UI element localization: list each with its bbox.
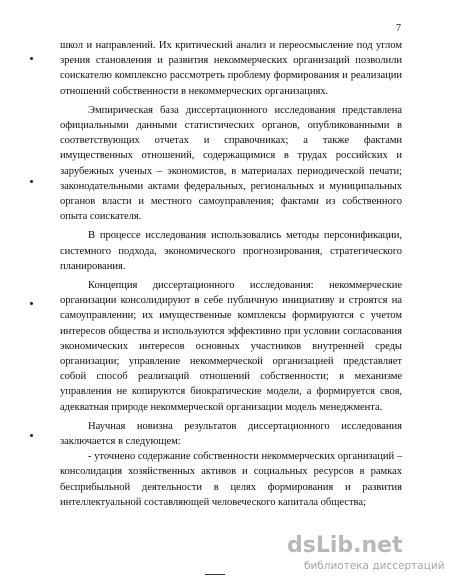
margin-mark bbox=[30, 57, 33, 60]
watermark-caption: библиотека диссертаций bbox=[304, 560, 445, 572]
paragraph-concept: Концепция диссертационного исследования: некоммерческие организации консолидируют в себе публичную инициативу и строятся на самоуправлении; их имущественные комплексы формируются с учетом интересов общества и используются эффективно при условии согласования экономических интересов основных участников внутренней среды организации; управление некоммерческой организацией представляет собой способ реализаций отношений собственности; в механизме управления не копируются биократические модели, а формируется своя, адекватная природе некоммерческой организации модель менеджмента. bbox=[60, 280, 402, 413]
page-number: 7 bbox=[396, 23, 401, 34]
paragraph-novelty-item-1: - уточнено содержание собственности некоммерческих организаций – консолидация хозяйственных активов и социальных ресурсов в рамках бесприбыльной деятельности в целях формирования и развития интеллектуальной составляющей человеческого капитала общества; bbox=[60, 451, 402, 508]
paragraph-empirical-base: Эмпирическая база диссертационного исследования представлена официальными данными статистических органов, опубликованными в соответствующих отчетах и справочниках; а также фактами имущественных отношений, содержащимися в трудах российских и зарубежных ученых – экономистов, в материалах периодической печати; законодательными актами федеральных, региональных и муниципальных органов власти и местного самоуправления; фактами из собственного опыта соискателя. bbox=[60, 104, 402, 223]
watermark bbox=[287, 533, 447, 575]
margin-mark bbox=[30, 180, 33, 183]
margin-mark bbox=[30, 434, 33, 437]
paragraph-methods: В процессе исследования использовались методы персонификации, системного подхода, экономического прогнозирования, стратегического планирования. bbox=[60, 230, 402, 272]
watermark-logo: dsLib.net bbox=[287, 533, 403, 558]
scan-artifact-line bbox=[205, 574, 225, 575]
paragraph-novelty-heading: Научная новизна результатов диссертационного исследования заключается в следующем: bbox=[60, 420, 402, 448]
paragraph-intro-continuation: школ и направлений. Их критический анализ и переосмысление под углом зрения становления и развития некоммерческих организаций позволили соискателю комплексно рассмотреть проблему формирования и реализации отношений собственности в некоммерческих организациях. bbox=[60, 40, 402, 97]
margin-mark bbox=[30, 302, 33, 305]
document-body bbox=[60, 38, 402, 510]
